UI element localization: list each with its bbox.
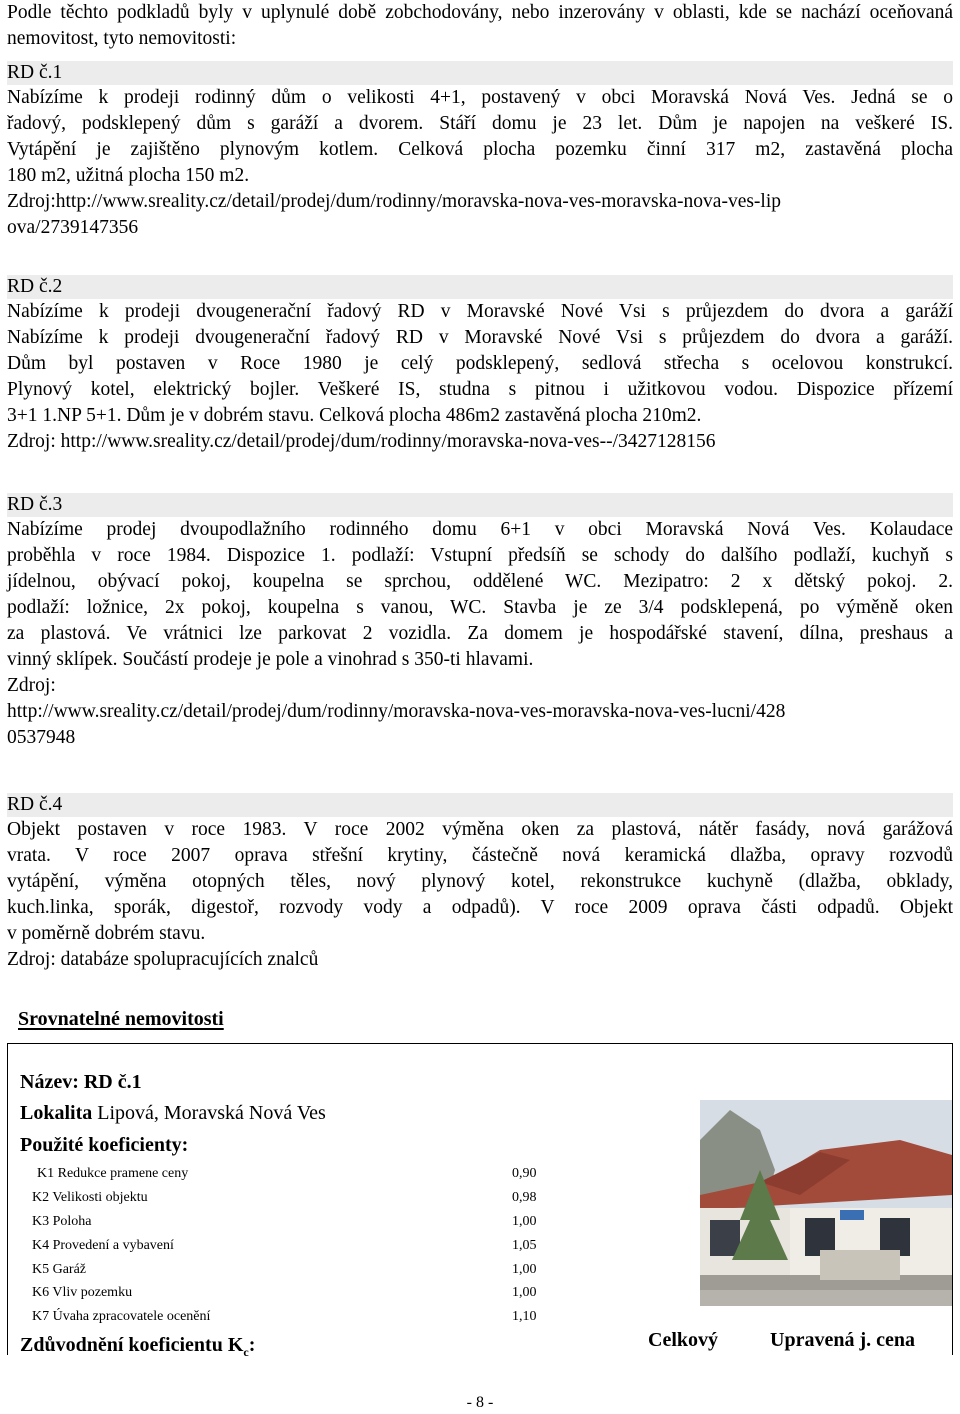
house-photo bbox=[700, 1100, 952, 1306]
rd2-source-link[interactable]: Zdroj: http://www.sreality.cz/detail/prodej/dum/rodinny/moravska-nova-ves--/3427128156 bbox=[7, 431, 716, 452]
rd4-source: Zdroj: databáze spolupracujících znalců bbox=[7, 949, 319, 970]
coef-value: 0,90 bbox=[512, 1166, 537, 1181]
rd1-line: 180 m2, užitná plocha 150 m2. bbox=[7, 165, 250, 186]
rd4-line: Objekt postaven v roce 1983. V roce 2002 výměna oken za plastová, nátěr fasády, nová garážová bbox=[7, 819, 953, 840]
rd3-line: Nabízíme prodej dvoupodlažního rodinného domu 6+1 v obci Moravská Nová Ves. Kolaudace bbox=[7, 519, 953, 540]
col-total-header: Celkový bbox=[648, 1329, 718, 1351]
rd2-line: Dům byl postaven v Roce 1980 je celý podsklepený, sedlová střecha s ocelovou konstrukcí. bbox=[7, 353, 953, 374]
rd3-source-label: Zdroj: bbox=[7, 675, 56, 696]
coef-value: 1,00 bbox=[512, 1285, 537, 1300]
rd4-line: kuch.linka, sporák, digestoř, rozvody vody a odpadů). V roce 2009 oprava části odpadů. Objekt bbox=[7, 897, 953, 918]
card-coef-heading: Použité koeficienty: bbox=[20, 1134, 189, 1156]
rd1-heading: RD č.1 bbox=[7, 62, 63, 83]
rd4-line: vrata. V roce 2007 oprava střešní krytiny, částečně nová keramická dlažba, opravy rozvodů bbox=[7, 845, 953, 866]
rd1-source-link[interactable]: Zdroj:http://www.sreality.cz/detail/prodej/dum/rodinny/moravska-nova-ves-moravska-nova-ves-lip bbox=[7, 191, 782, 212]
rd3-body bbox=[7, 517, 953, 751]
rd3-line: za plastová. Ve vrátnici lze parkovat 2 vozidla. Za domem je hospodářské stavení, dílna, preshaus a bbox=[7, 623, 953, 644]
rd1-source-link-cont[interactable]: ova/2739147356 bbox=[7, 217, 139, 238]
rd4-line: v poměrně dobrém stavu. bbox=[7, 923, 206, 944]
card-name-label: Název: bbox=[20, 1071, 79, 1093]
rd3-line: vinný sklípek. Součástí prodeje je pole a vinohrad s 350-ti hlavami. bbox=[7, 649, 534, 670]
coef-value: 0,98 bbox=[512, 1190, 537, 1205]
card-locality-row bbox=[20, 1101, 326, 1125]
rd1-body bbox=[7, 85, 953, 241]
page-number: - 8 - bbox=[466, 1394, 494, 1411]
house-photo-image bbox=[700, 1100, 952, 1306]
rd3-line: proběhla v roce 1984. Dispozice 1. podlaží: Vstupní předsíň se schody do dalšího podlaží, kuchyň s bbox=[7, 545, 953, 566]
rd4-heading: RD č.4 bbox=[7, 794, 63, 815]
coef-label: K1 Redukce pramene ceny bbox=[37, 1166, 189, 1181]
card-locality-label: Lokalita bbox=[20, 1102, 93, 1124]
coef-label: K4 Provedení a vybavení bbox=[32, 1238, 174, 1253]
rd1-line: Nabízíme k prodeji rodinný dům o velikosti 4+1, postavený v obci Moravská Nová Ves. Jedná se o bbox=[7, 87, 953, 108]
rd3-line: jídelnou, obývací pokoj, koupelna se sprchou, oddělené WC. Mezipatro: 2 x dětský pokoj. 2. bbox=[7, 571, 953, 592]
rd2-line: 3+1 1.NP 5+1. Dům je v dobrém stavu. Celková plocha 486m2 zastavěná plocha 210m2. bbox=[7, 405, 702, 426]
justification-subscript: c bbox=[243, 1345, 249, 1359]
coef-value: 1,00 bbox=[512, 1214, 537, 1229]
coef-label: K7 Úvaha zpracovatele ocenění bbox=[32, 1309, 211, 1324]
rd1-line: Vytápění je zajištěno plynovým kotlem. Celková plocha pozemku činní 317 m2, zastavěná plocha bbox=[7, 139, 953, 160]
rd3-source-link-cont[interactable]: 0537948 bbox=[7, 727, 76, 748]
coef-value: 1,00 bbox=[512, 1262, 537, 1277]
rd1-line: řadový, podsklepený dům s garáží a dvorem. Stáří domu je 23 let. Dům je napojen na veškeré IS. bbox=[7, 113, 953, 134]
rd2-line: Plynový kotel, elektrický bojler. Veškeré IS, studna s pitnou i užitkovou vodou. Dispozice přízemí bbox=[7, 379, 953, 400]
rd4-line: vytápění, výměna otopných těles, nový plynový kotel, rekonstrukce kuchyně (dlažba, obklady, bbox=[7, 871, 953, 892]
rd2-line: Nabízíme k prodeji dvougenerační řadový RD v Moravské Nové Vsi s průjezdem do dvora a garáží bbox=[7, 301, 953, 322]
rd4-body bbox=[7, 817, 953, 973]
coef-label: K3 Poloha bbox=[32, 1214, 92, 1229]
rd2-body bbox=[7, 299, 953, 455]
rd3-line: podlaží: ložnice, 2x pokoj, koupelna s vanou, WC. Stavba je ze 3/4 podsklepená, po výměně oken bbox=[7, 597, 953, 618]
rd3-heading-bar bbox=[7, 493, 953, 517]
justification-colon: : bbox=[248, 1334, 256, 1356]
rd2-line: Nabízíme k prodeji dvougenerační řadový RD v Moravské Nové Vsi s průjezdem do dvora a garáží. bbox=[7, 327, 953, 348]
card-name-value: RD č.1 bbox=[83, 1071, 142, 1093]
rd3-source-link[interactable]: http://www.sreality.cz/detail/prodej/dum/rodinny/moravska-nova-ves-moravska-nova-ves-lucni/428 bbox=[7, 701, 786, 722]
rd4-heading-bar bbox=[7, 793, 953, 817]
coef-value: 1,10 bbox=[512, 1309, 537, 1324]
card-name-row bbox=[20, 1070, 142, 1094]
rd3-heading: RD č.3 bbox=[7, 494, 63, 515]
intro-paragraph bbox=[7, 0, 953, 52]
comparables-section-title: Srovnatelné nemovitosti bbox=[18, 1008, 224, 1030]
card-locality-value: Lipová, Moravská Nová Ves bbox=[97, 1102, 326, 1124]
rd2-heading: RD č.2 bbox=[7, 276, 63, 297]
rd1-heading-bar bbox=[7, 61, 953, 85]
coef-value: 1,05 bbox=[512, 1238, 537, 1253]
coef-label: K2 Velikosti objektu bbox=[32, 1190, 148, 1205]
intro-text: Podle těchto podkladů byly v uplynulé době zobchodovány, nebo inzerovány v oblasti, kde se nachází oceňovaná nemovitost, tyto nemovitosti: bbox=[7, 2, 953, 49]
rd2-heading-bar bbox=[7, 275, 953, 299]
coef-label: K6 Vliv pozemku bbox=[32, 1285, 133, 1300]
justification-label: Zdůvodnění koeficientu K bbox=[20, 1334, 244, 1356]
coef-label: K5 Garáž bbox=[32, 1262, 87, 1277]
justification-label-row bbox=[20, 1333, 255, 1364]
col-adjusted-header: Upravená j. cena bbox=[770, 1329, 915, 1351]
